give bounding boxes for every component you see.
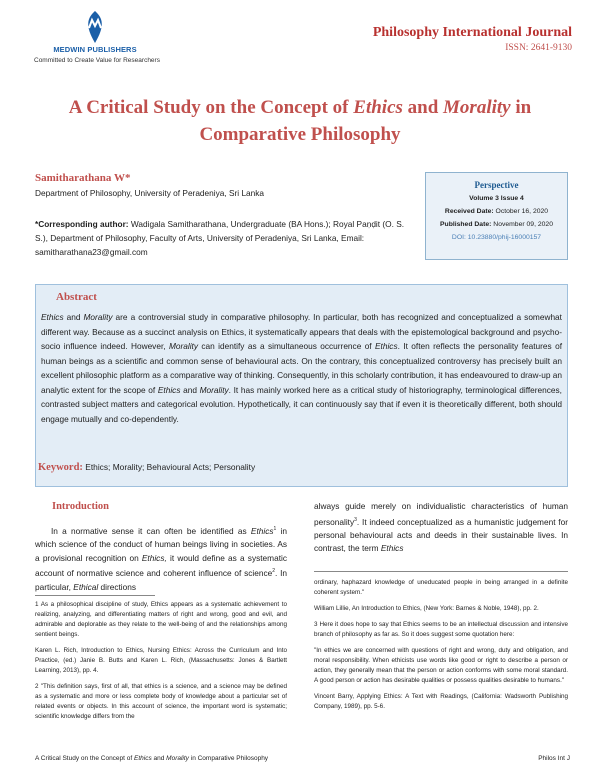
abstract-heading: Abstract: [56, 291, 97, 303]
medwin-logo-icon: [82, 10, 108, 44]
corresponding-text: Wadigala Samitharathana, Undergraduate (BA Hons.); Royal Paṇḍit (O. S. S.), Department of Philosophy, Faculty of Arts, University of Peradeniya, Sri Lanka, Email: samitharathana23@gmail.com: [35, 219, 405, 257]
journal-name: Philosophy International Journal: [372, 25, 572, 40]
paper-title: A Critical Study on the Concept of Ethics and Morality in Comparative Philosophy: [68, 97, 532, 145]
footnote: "In ethics we are concerned with questions of right and wrong, duty and obligation, and moral responsibility. When ethicists use words like good or right to describe a person or action, they generally mean that the person or action conforms with some moral standard. A good person or action has desirable qualities or possess qualities desirable to humans.": [314, 647, 568, 684]
author-name: Samitharathana W*: [35, 172, 131, 184]
abstract-text: Ethics and Morality are a controversial study in comparative philosophy. In particular, both has recognized and conceptualized a somewhat different way. Because as a succinct analysis on Ethics, it systematically appears that deals with the epistemological background and psycho-socio influence indeed. However, Morality can identify as a simultaneous occurrence of Ethics. It often reflects the personality features of human beings as a scientific and common sense of behavioural acts. On the contrary, this conceptualized controversy has precisely built an excellent philosophic platform as a comparative way of thinking. Consequently, in this scholarly contribution, it has endeavoured to draw-up an analytic extent for the scope of Ethics and Morality. It has mainly worked here as a critical study of historiography, terminological differences, contrasted subject matters and categorical evolution. Hypothetically, it can continuously say that if even it is theoretically different, both should engage mutually and co-dependently.: [41, 312, 562, 424]
footnote: 1 As a philosophical discipline of study, Ethics appears as a systematic achievement to realizing, analyzing, and differentiating matters of right and wrong, good and evil, and admirable and deplorable as they relate to the well-being of and the relationships among sentient beings.: [35, 601, 287, 638]
footnote-divider-left: [35, 595, 155, 596]
footnote: Vincent Barry, Applying Ethics: A Text with Readings, (California: Wadsworth Publishing Company, 1989), pp. 5-6.: [314, 693, 568, 710]
publisher-tagline: Committed to Create Value for Researchers: [34, 57, 160, 64]
published-date: Published Date: November 09, 2020: [440, 221, 553, 228]
footnotes-left: [35, 600, 287, 728]
doi-link[interactable]: DOI: 10.23880/phij-16000157: [451, 234, 542, 241]
footer-title: A Critical Study on the Concept of Ethics and Morality in Comparative Philosophy: [35, 755, 269, 762]
keywords-heading: Keyword:: [38, 462, 83, 473]
article-volume: Volume 3 Issue 4: [469, 195, 524, 202]
keywords: [38, 462, 255, 473]
publisher-logo: [30, 10, 160, 68]
footnote: Karen L. Rich, Introduction to Ethics, Nursing Ethics: Across the Curriculum and Into Practice, (ed.) Janie B. Butts and Karen L. Rich, (Massachusetts: Jones & Bartlett Learning, 2013), pp. 4.: [35, 647, 287, 674]
footnote: 3 Here it does hope to say that Ethics seems to be an intellectual discussion and intensive branch of philosophy as far as. So it does suggest some quotation here:: [314, 621, 568, 638]
corresponding-author: [35, 217, 410, 259]
footnote: 2 "This definition says, first of all, that ethics is a science, and a science may be defined as a systematic and more or less complete body of knowledge about a particular set of related events or objects. In this account of science, the important word is systematic; scientific knowledge differs from the: [35, 683, 287, 720]
article-info-box: [425, 172, 568, 260]
introduction-heading: Introduction: [52, 501, 109, 512]
footnotes-right: [314, 578, 568, 718]
footer-journal: Philos Int J: [538, 755, 570, 762]
received-date: Received Date: October 16, 2020: [444, 208, 549, 215]
introduction-paragraph-continued: always guide merely on individualistic characteristics of human personality$^3$. It indeed conceptualized as a humanistic judgement for personal behavioural acts and deeds in their sustainable lives. In contrast, the term Ethics: [314, 501, 568, 554]
journal-info: [373, 25, 572, 53]
keywords-text: Ethics; Morality; Behavioural Acts; Personality: [82, 462, 256, 472]
introduction-paragraph: In a normative sense it can often be identified as Ethics$^1$ in which science of the conduct of human beings living in societies. As a provisional recognition on Ethics, it would define as a systematic account of normative science and coherent influence of science$^2$. In particular, Ethical directions: [35, 525, 288, 592]
author-affiliation: Department of Philosophy, University of Peradeniya, Sri Lanka: [35, 188, 265, 198]
footnote-divider-right: [314, 571, 568, 572]
footnote: ordinary, haphazard knowledge of uneducated people in being arranged in a definite coherent system.": [314, 579, 568, 596]
article-type: Perspective: [474, 180, 519, 190]
corresponding-label: *Corresponding author:: [35, 219, 129, 229]
journal-issn: ISSN: 2641-9130: [505, 43, 572, 53]
abstract-box: [35, 284, 568, 487]
publisher-name: MEDWIN PUBLISHERS: [53, 45, 137, 54]
footnote: William Lillie, An Introduction to Ethics, (New York: Barnes & Noble, 1948), pp. 2.: [314, 605, 539, 612]
